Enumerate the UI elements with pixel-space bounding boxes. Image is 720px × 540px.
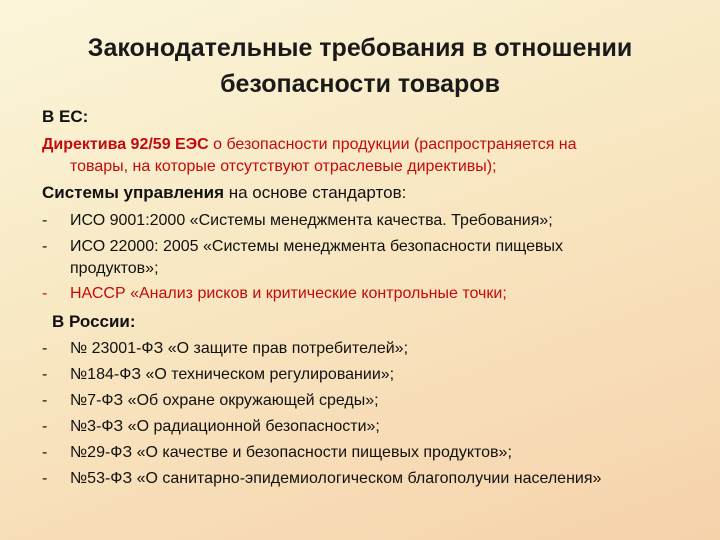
- directive-title: Директива 92/59 ЕЭС: [42, 136, 209, 153]
- ru-item-6: №53-ФЗ «О санитарно-эпидемиологическом благополучии населения»: [70, 470, 602, 487]
- eu-directive-line-1: [42, 135, 577, 155]
- russia-heading: В России:: [52, 312, 136, 331]
- ru-item-4: №3-ФЗ «О радиационной безопасности»;: [70, 418, 380, 435]
- title-line-2: безопасности товаров: [220, 70, 500, 98]
- ru-item-2-dash: -: [42, 366, 48, 383]
- systems-bold: Системы управления: [42, 183, 225, 202]
- directive-text-2: товары, на которые отсутствуют отраслевые директивы);: [70, 158, 497, 175]
- ru-item-1: № 23001-ФЗ «О защите прав потребителей»;: [70, 340, 409, 357]
- ru-item-5: №29-ФЗ «О качестве и безопасности пищевых продуктов»;: [70, 444, 512, 461]
- eu-item-3: НАССР «Анализ рисков и критические контрольные точки;: [70, 285, 507, 302]
- eu-item-2: ИСО 22000: 2005 «Системы менеджмента безопасности пищевых: [70, 238, 564, 255]
- page-title: [0, 30, 720, 102]
- eu-item-2-dash: -: [42, 238, 48, 255]
- ru-item-5-dash: -: [42, 444, 48, 461]
- ru-item-2: №184-ФЗ «О техническом регулировании»;: [70, 366, 395, 383]
- eu-item-1: ИСО 9001:2000 «Системы менеджмента качества. Требования»;: [70, 212, 553, 229]
- systems-line: [42, 183, 406, 203]
- ru-item-3: №7-ФЗ «Об охране окружающей среды»;: [70, 392, 379, 409]
- ru-item-1-dash: -: [42, 340, 48, 357]
- eu-item-1-dash: -: [42, 212, 48, 229]
- title-line-1: Законодательные требования в отношении: [87, 34, 633, 62]
- eu-item-3-dash: -: [42, 285, 48, 302]
- eu-item-2-cont: продуктов»;: [70, 260, 159, 277]
- systems-rest: на основе стандартов:: [224, 183, 407, 202]
- ru-item-4-dash: -: [42, 418, 48, 435]
- ru-item-6-dash: -: [42, 470, 48, 487]
- ru-item-3-dash: -: [42, 392, 48, 409]
- eu-heading: В ЕС:: [42, 107, 89, 126]
- directive-text-1: о безопасности продукции (распространяется на: [208, 136, 577, 153]
